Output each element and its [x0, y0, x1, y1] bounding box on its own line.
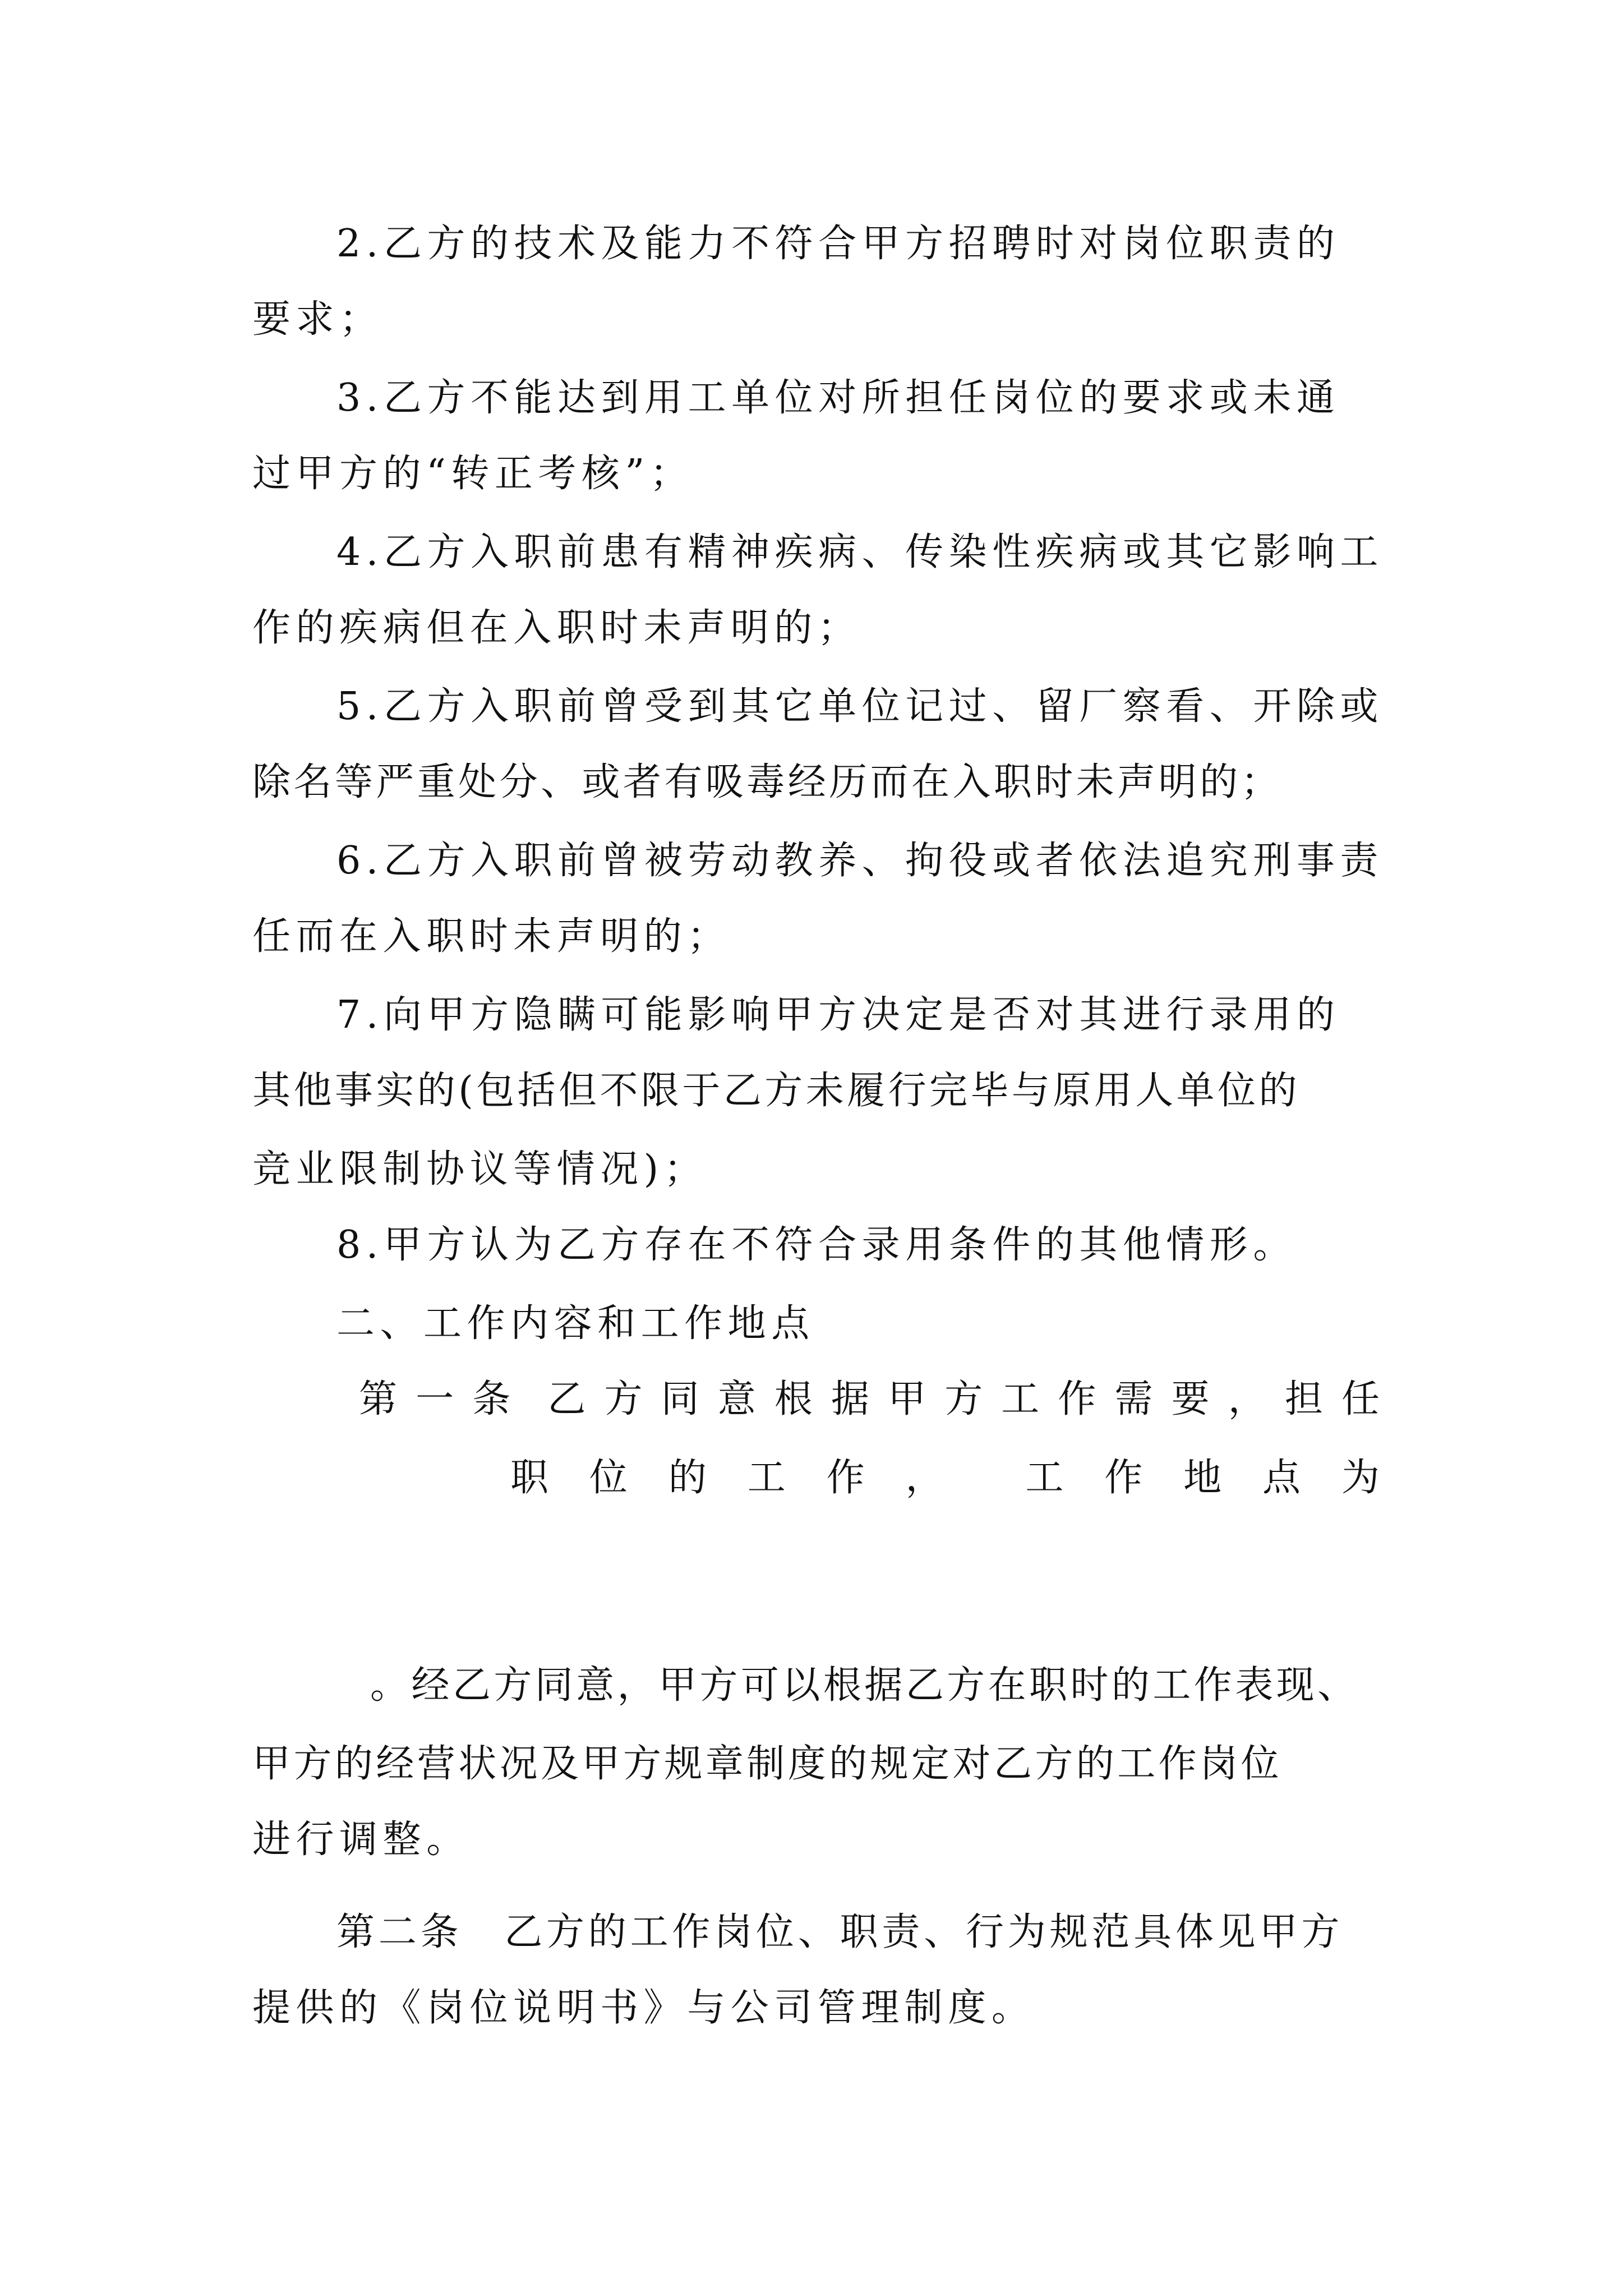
article-1-char: 甲 [888, 1377, 926, 1421]
clause-4-line-1: 4.乙方入职前患有精神疾病、传染性疾病或其它影响工 [336, 530, 1384, 574]
clause-6-line-2: 任而在入职时未声明的； [252, 914, 731, 959]
article-1-char: 点 [1262, 1456, 1301, 1500]
article-1-line-3: 。经乙方同意，甲方可以根据乙方在职时的工作表现、 [370, 1663, 1359, 1708]
article-1-char: 作 [826, 1456, 865, 1500]
article-1-line-2 [510, 1450, 1380, 1506]
article-1-char: 一 [416, 1377, 454, 1421]
clause-4-line-2: 作的疾病但在入职时未声明的； [252, 606, 861, 650]
article-1-char: 位 [589, 1456, 628, 1500]
article-2-line-2: 提供的《岗位说明书》与公司管理制度。 [252, 1986, 1035, 2030]
article-1-line-1 [359, 1372, 1380, 1428]
clause-3-line-1: 3.乙方不能达到用工单位对所担任岗位的要求或未通 [336, 376, 1340, 420]
article-1-char: 为 [1341, 1456, 1380, 1500]
article-1-char: 第 [359, 1377, 398, 1421]
article-1-char: 乙 [547, 1377, 586, 1421]
clause-7-line-3: 竞业限制协议等情况)； [252, 1147, 708, 1191]
article-1-char: 根 [774, 1377, 813, 1421]
article-1-char: 的 [668, 1456, 707, 1500]
clause-7-line-2: 其他事实的(包括但不限于乙方未履行完毕与原用人单位的 [252, 1069, 1300, 1113]
article-1-char: 方 [604, 1377, 643, 1421]
clause-6-line-1: 6.乙方入职前曾被劳动教养、拘役或者依法追究刑事责 [336, 839, 1384, 883]
clause-5-line-2: 除名等严重处分、或者有吸毒经历而在入职时未声明的； [252, 760, 1283, 804]
clause-5-line-1: 5.乙方入职前曾受到其它单位记过、留厂察看、开除或 [336, 684, 1384, 729]
article-1-char: 工 [747, 1456, 786, 1500]
article-1-char: 作 [1058, 1377, 1096, 1421]
clause-2-line-2: 要求； [252, 297, 383, 342]
clause-2-line-1: 2.乙方的技术及能力不符合甲方招聘时对岗位职责的 [336, 222, 1340, 266]
article-1-line-5: 进行调整。 [252, 1818, 470, 1862]
clause-3-line-2: 过甲方的“转正考核”； [252, 452, 694, 496]
article-1-line-4: 甲方的经营状况及甲方规章制度的规定对乙方的工作岗位 [252, 1742, 1283, 1786]
article-1-char: 职 [510, 1456, 549, 1500]
article-1-char: 作 [1104, 1456, 1143, 1500]
clause-7-line-1: 7.向甲方隐瞒可能影响甲方决定是否对其进行录用的 [336, 993, 1340, 1037]
section-heading: 二、工作内容和工作地点 [336, 1301, 815, 1346]
article-1-char: 工 [1001, 1377, 1040, 1421]
article-1-char: 需 [1114, 1377, 1153, 1421]
article-1-char: 要 [1171, 1377, 1210, 1421]
article-1-char: 任 [1341, 1377, 1380, 1421]
article-1-char: 方 [944, 1377, 983, 1421]
article-1-char: 担 [1284, 1377, 1323, 1421]
article-1-char: 同 [661, 1377, 699, 1421]
article-1-char: 工 [1025, 1456, 1064, 1500]
article-1-char: 据 [831, 1377, 869, 1421]
clause-8-line-1: 8.甲方认为乙方存在不符合录用条件的其他情形。 [336, 1223, 1297, 1267]
article-1-char: 条 [472, 1377, 511, 1421]
article-1-char: 意 [717, 1377, 756, 1421]
article-1-char: ， [905, 1456, 944, 1500]
article-2-line-1: 第二条 乙方的工作岗位、职责、行为规范具体见甲方 [336, 1910, 1344, 1954]
article-1-char: ， [1228, 1377, 1266, 1421]
article-1-char: 地 [1183, 1456, 1222, 1500]
